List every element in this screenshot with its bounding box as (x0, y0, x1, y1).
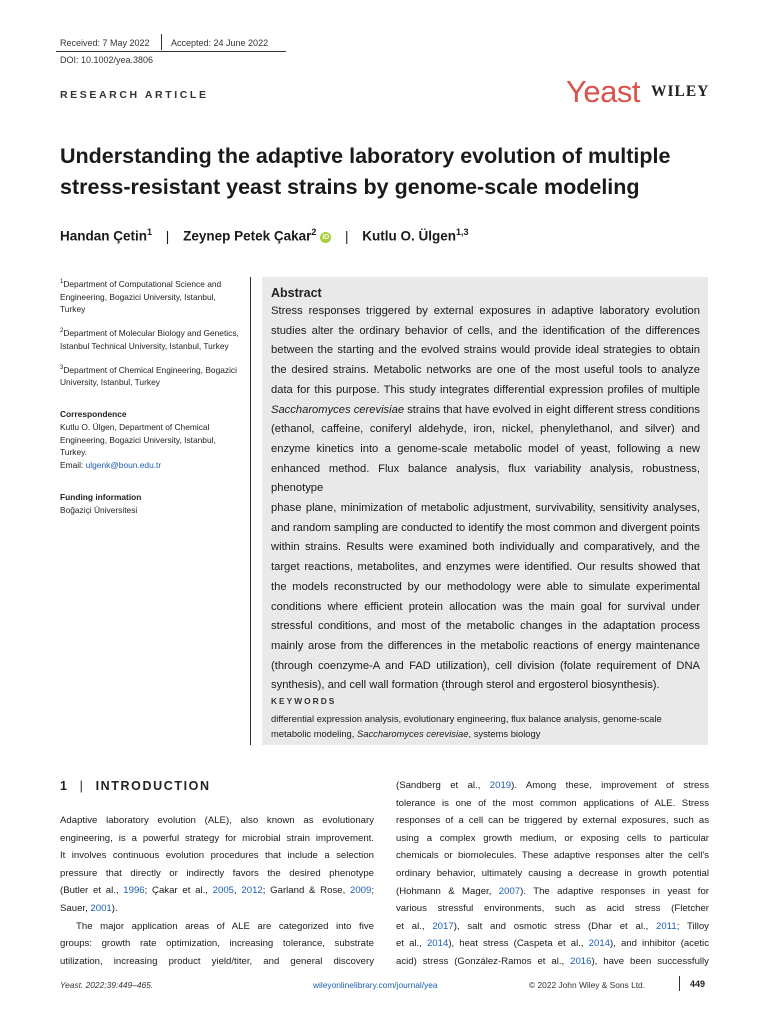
article-type: RESEARCH ARTICLE (60, 89, 209, 101)
footer-citation: Yeast. 2022;39:449–465. (60, 980, 154, 990)
author-name[interactable]: Handan Çetin (60, 228, 148, 244)
affiliation-2: $^2$Department of Molecular Biology and Genetics, Istanbul Technical University, Istanbul, Turkey (60, 327, 239, 351)
wiley-logo: WILEY (651, 83, 710, 100)
keywords-list: differential expression analysis, evolutionary engineering, flux balance analysis, genome-scale metabolic modeling, Saccharomyces cerevisiae, systems biology (271, 713, 662, 739)
abstract-line: studies alter the ordinary behavior of cells, and the identification of the differences (271, 324, 700, 337)
correspondence-heading: Correspondence (60, 408, 127, 419)
abstract-line: mainly arose from the differences in the metabolic reactions of energy maintenance (271, 639, 700, 652)
yeast-journal-logo: Yeast (566, 74, 640, 109)
doi[interactable]: DOI: 10.1002/yea.3806 (60, 55, 154, 65)
abstract-line: (ethanol, caffeine, coniferyl aldehyde, iron, nickel, phenylethanol, and silver) and (271, 423, 700, 436)
footer-copyright: © 2022 John Wiley & Sons Ltd. (529, 980, 646, 990)
abstract-line: and random sampling are conducted to identify the most common and divergent points (271, 521, 700, 534)
author-affil-sup: 1 (147, 227, 153, 237)
keywords-heading: KEYWORDS (271, 696, 337, 706)
abstract-line: the models reconstructed by our methodology were able to simulate experimental (271, 580, 700, 593)
author-separator: | (344, 228, 349, 244)
article-title (60, 141, 670, 203)
section-heading: 1 | INTRODUCTION (60, 779, 211, 793)
abstract-line: stressful conditions, and most of the metabolic changes in the adaptation process (271, 620, 700, 633)
abstract-line: target reactions, metabolites, and enzymes were identified. Our results showed that (271, 561, 700, 574)
abstract-line: Saccharomyces cerevisiae strains that have evolved in eight different stress conditions (271, 403, 700, 416)
page-number: 449 (690, 979, 706, 989)
correspondence-text: Kutlu O. Ülgen, Department of Chemical Engineering, Bogazici University, Istanbul, Turkey. (60, 421, 216, 458)
abstract-line: within strains. Results were examined both individually and comparatively, and the (271, 541, 700, 554)
author-affil-sup: 1,3 (455, 227, 469, 237)
author-list (60, 227, 469, 244)
author-name[interactable]: Kutlu O. Ülgen (362, 228, 456, 244)
abstract-line: data for this purpose. This study integrates differential expression profiles of multiple (271, 383, 700, 396)
abstract-line: phase plane, minimization of metabolic adjustment, survivability, sensitivity analyses, (271, 502, 700, 515)
abstract-line: Stress responses triggered by external exposures in adaptive laboratory evolution (271, 305, 700, 317)
sidebar (60, 276, 242, 517)
intro-left-column: Adaptive laboratory evolution (ALE), also known as evolutionary engineering, is a powerful strategy for microbial strain improvement. It involves continuous evolution procedures that include a selection pressure that directly or indirectly favors the desired phenotype (Butler et al., 1996; Çakar et al., 2005, 2012; Garland & Rose, 2009; Sauer, 2001). The major application areas of ALE are categorized into five groups: growth rate optimization, increasing tolerance, substrate utilization, increasing product yield/titer, and general discovery (60, 815, 375, 967)
abstract-heading: Abstract (271, 286, 322, 300)
header-rule (56, 51, 286, 52)
abstract-line: between the starting and the evolved strains would provide ideal strategies to obtain (271, 344, 700, 357)
funding-text: Boğaziçi Üniversitesi (60, 504, 138, 515)
footer-url[interactable]: wileyonlinelibrary.com/journal/yea (313, 980, 438, 990)
abstract-line: conditions where efficient protein allocation was the main goal for survival under (271, 600, 700, 613)
abstract-line: synthesis), and cell wall formation (through sterol and ergosterol biosynthesis). (271, 679, 660, 692)
abstract (271, 286, 700, 696)
correspondence-email: Email: ulgenk@boun.edu.tr (60, 460, 162, 471)
abstract-line: (through coenzyme-A and FAD utilization), cell division (folate requirement of DNA (271, 659, 700, 672)
intro-right-column: (Sandberg et al., 2019). Among these, improvement of stress tolerance is one of the most common applications of ALE. Stress responses of a cell can be triggered by external exposures, such as using a complex growth medium, or exposing cells to particular chemicals or biomolecules. These adaptive responses alter the cell's ordinary behavior, ultimately causing a decrease in growth potential (Hohmann & Mager, 2007). The adaptive responses in yeast for various stressful environments, such as acid stress (Fletcher et al., 2017), salt and osmotic stress (Dhar et al., 2011; Tilloy et al., 2014), heat stress (Caspeta et al., 2014), and inhibitor (acetic acid) stress (González-Ramos et al., 2016), have been successfully (396, 780, 709, 967)
footer-divider (679, 976, 680, 991)
author-name[interactable]: Zeynep Petek Çakar (183, 228, 312, 244)
abstract-body (271, 302, 700, 696)
author-separator: | (165, 228, 170, 244)
sidebar-divider (250, 277, 251, 745)
title-line-1: Understanding the adaptive laboratory evolution of multiple (60, 144, 671, 168)
affiliation-1: $^1$Department of Computational Science and Engineering, Bogazici University, Istanbul, Turkey (60, 278, 222, 315)
affiliation-3: $^3$Department of Chemical Engineering, Bogazici University, Istanbul, Turkey (60, 364, 237, 388)
orcid-icon[interactable]: iD (322, 233, 330, 241)
abstract-line: enzyme kinetics into a genome-scale metabolic model of yeast, following a new (271, 442, 700, 455)
abstract-line: enhanced method. Flux balance analysis, flux variability analysis, robustness, phenotype (271, 462, 700, 495)
header-divider (161, 34, 162, 50)
abstract-line: the desired strains. Metabolic networks are one of the most useful tools to analyze (271, 364, 700, 377)
funding-heading: Funding information (60, 491, 142, 502)
author-affil-sup: 2 (311, 227, 317, 237)
accepted-date: Accepted: 24 June 2022 (171, 38, 269, 48)
title-line-2: stress-resistant yeast strains by genome-scale modeling (60, 175, 640, 199)
email-link[interactable]: ulgenk@boun.edu.tr (85, 460, 162, 471)
received-date: Received: 7 May 2022 (60, 38, 150, 48)
